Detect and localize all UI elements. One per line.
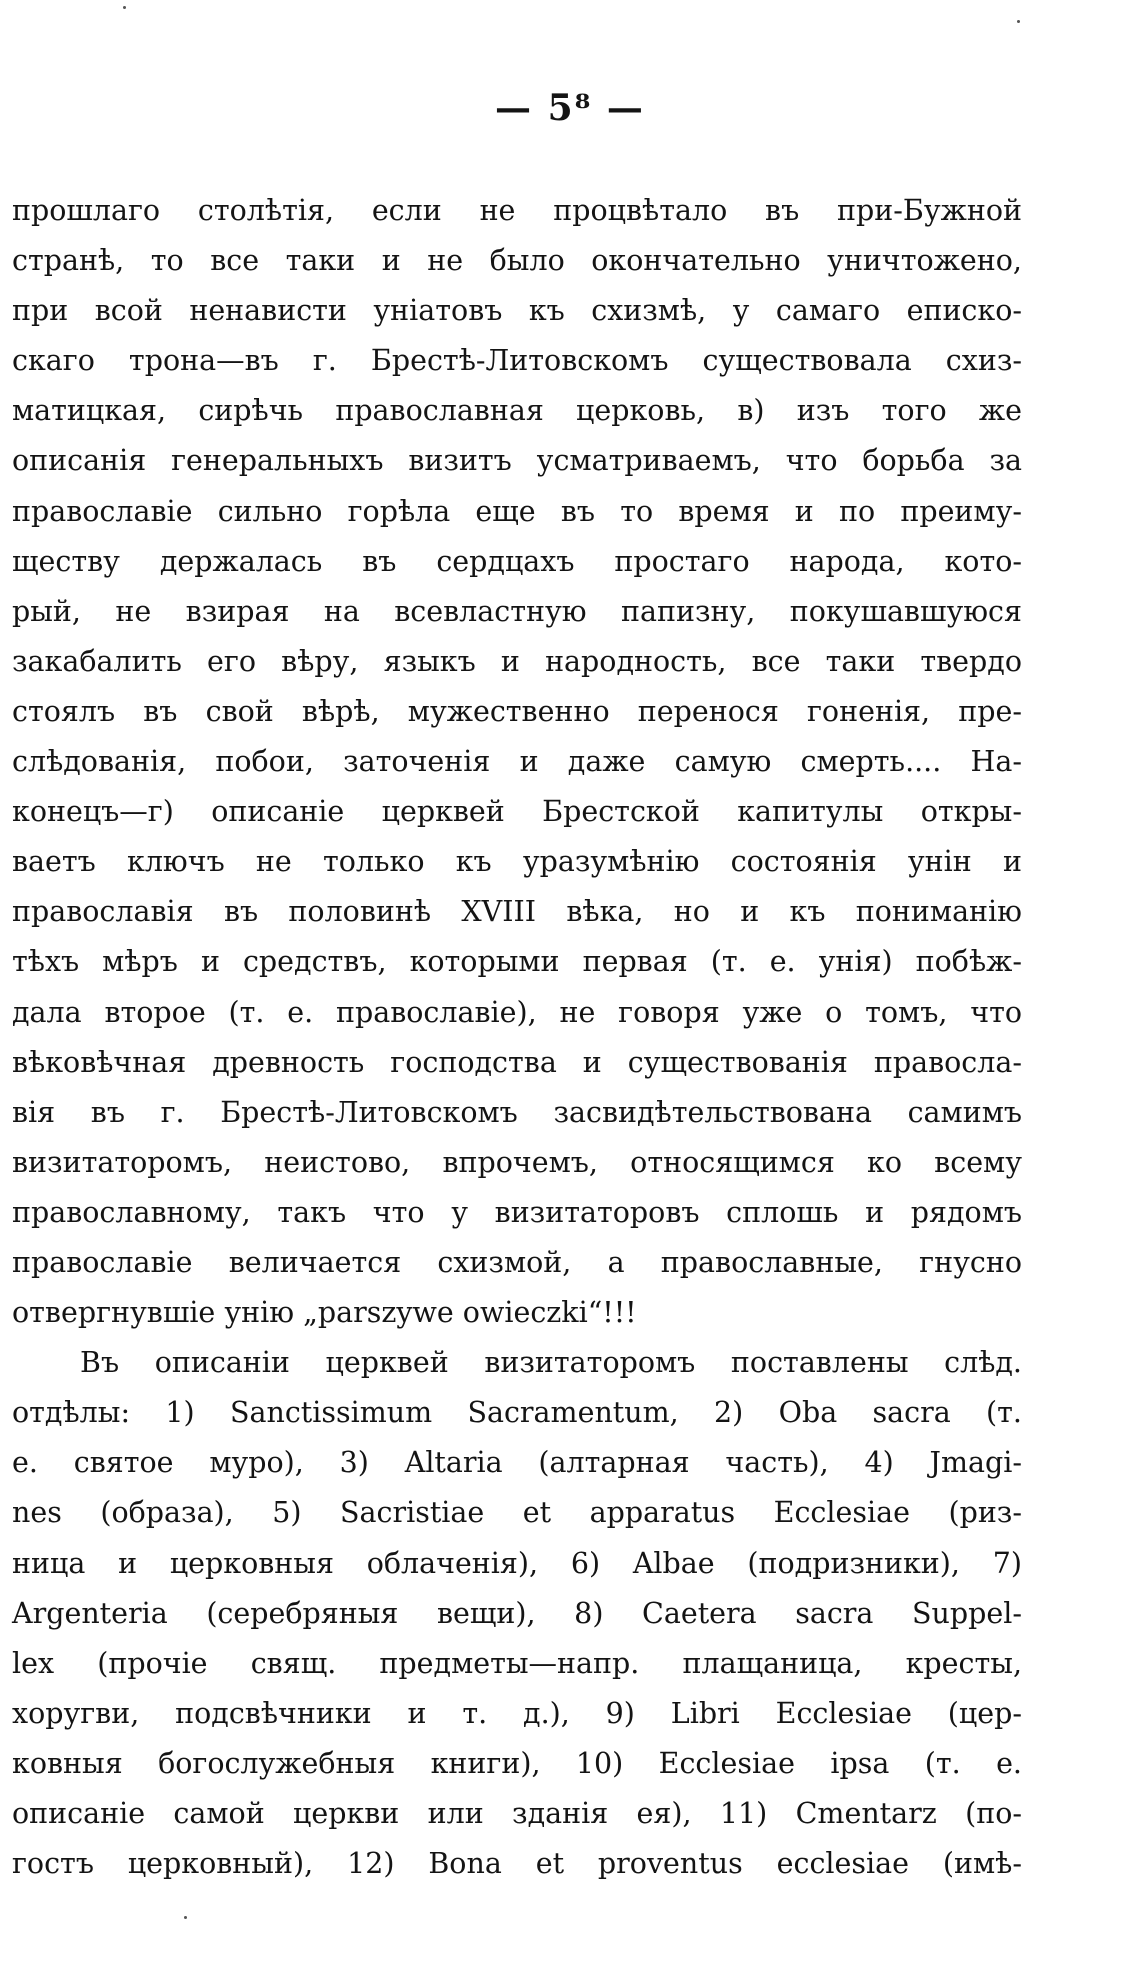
- text-line: дала второе (т. е. православіе), не говоря уже о томъ, что: [12, 995, 1022, 1029]
- text-line: вѣковѣчная древность господства и существованія правосла-: [12, 1045, 1022, 1079]
- text-line: Argenteria (серебряныя вещи), 8) Caetera sacra Suppel-: [12, 1596, 1022, 1630]
- text-line: православіе сильно горѣла еще въ то время и по преиму-: [12, 494, 1022, 528]
- text-line: Въ описаніи церквей визитаторомъ поставлены слѣд.: [80, 1346, 1022, 1380]
- text-line: ница и церковныя облаченія), 6) Albae (подризники), 7): [12, 1546, 1022, 1580]
- text-line: скаго трона—въ г. Брестѣ-Литовскомъ существовала схиз-: [12, 344, 1022, 378]
- text-line: конецъ—г) описаніе церквей Брестской капитулы откры-: [12, 795, 1022, 829]
- text-line: гостъ церковный), 12) Bona et proventus ecclesiae (имѣ-: [12, 1847, 1022, 1881]
- scan-speck: [1017, 20, 1020, 23]
- text-line: визитаторомъ, неистово, впрочемъ, относящимся ко всему: [12, 1145, 1022, 1179]
- text-line: православія въ половинѣ XVIII вѣка, но и къ пониманію: [12, 895, 1022, 929]
- text-line: отвергнувшіе унію „parszywe owieczki“!!!: [12, 1296, 637, 1330]
- text-line: описанія генеральныхъ визитъ усматриваемъ, что борьба за: [12, 444, 1022, 478]
- page-number: — 5⁸ —: [495, 87, 645, 129]
- text-line: ковныя богослужебныя книги), 10) Ecclesiae ipsa (т. е.: [12, 1746, 1022, 1780]
- text-line: закабалить его вѣру, языкъ и народность, все таки твердо: [12, 644, 1022, 678]
- text-line: е. святое муро), 3) Altaria (алтарная часть), 4) Jmagi-: [12, 1446, 1022, 1480]
- text-line: стоялъ въ свой вѣрѣ, мужественно перенося гоненія, пре-: [12, 694, 1022, 728]
- scan-speck: [123, 6, 126, 9]
- text-line: прошлаго столѣтія, если не процвѣтало въ при-Бужной: [12, 194, 1022, 227]
- text-line: при всой ненависти уніатовъ къ схизмѣ, у самаго еписко-: [12, 294, 1022, 328]
- text-line: вія въ г. Брестѣ-Литовскомъ засвидѣтельствована самимъ: [12, 1095, 1022, 1129]
- text-line: lex (прочіе свящ. предметы—напр. плащаница, кресты,: [12, 1646, 1022, 1680]
- scan-speck: [184, 1916, 187, 1919]
- text-line: хоругви, подсвѣчники и т. д.), 9) Libri Ecclesiae (цер-: [12, 1696, 1022, 1730]
- text-line: ваетъ ключъ не только къ уразумѣнію состоянія унін и: [12, 845, 1022, 879]
- text-line: отдѣлы: 1) Sanctissimum Sacramentum, 2) Oba sacra (т.: [12, 1396, 1022, 1430]
- text-line: православному, такъ что у визитаторовъ сплошь и рядомъ: [12, 1195, 1022, 1229]
- text-line: православіе величается схизмой, а православные, гнусно: [12, 1245, 1022, 1279]
- text-line: странѣ, то все таки и не было окончательно уничтожено,: [12, 244, 1022, 278]
- text-line: ществу держалась въ сердцахъ простаго народа, кото-: [12, 544, 1022, 578]
- body-text: [12, 186, 1022, 1889]
- text-line: слѣдованія, побои, заточенія и даже самую смерть.... На-: [12, 745, 1022, 779]
- text-line: описаніе самой церкви или зданія ея), 11) Cmentarz (по-: [12, 1797, 1022, 1830]
- text-line: тѣхъ мѣръ и средствъ, которыми первая (т. е. унія) побѣж-: [12, 945, 1022, 979]
- text-line: матицкая, сирѣчь православная церковь, в) изъ того же: [12, 394, 1022, 428]
- text-line: nes (образа), 5) Sacristiae et apparatus Ecclesiae (риз-: [12, 1496, 1022, 1530]
- text-line: рый, не взирая на всевластную папизну, покушавшуюся: [12, 594, 1022, 628]
